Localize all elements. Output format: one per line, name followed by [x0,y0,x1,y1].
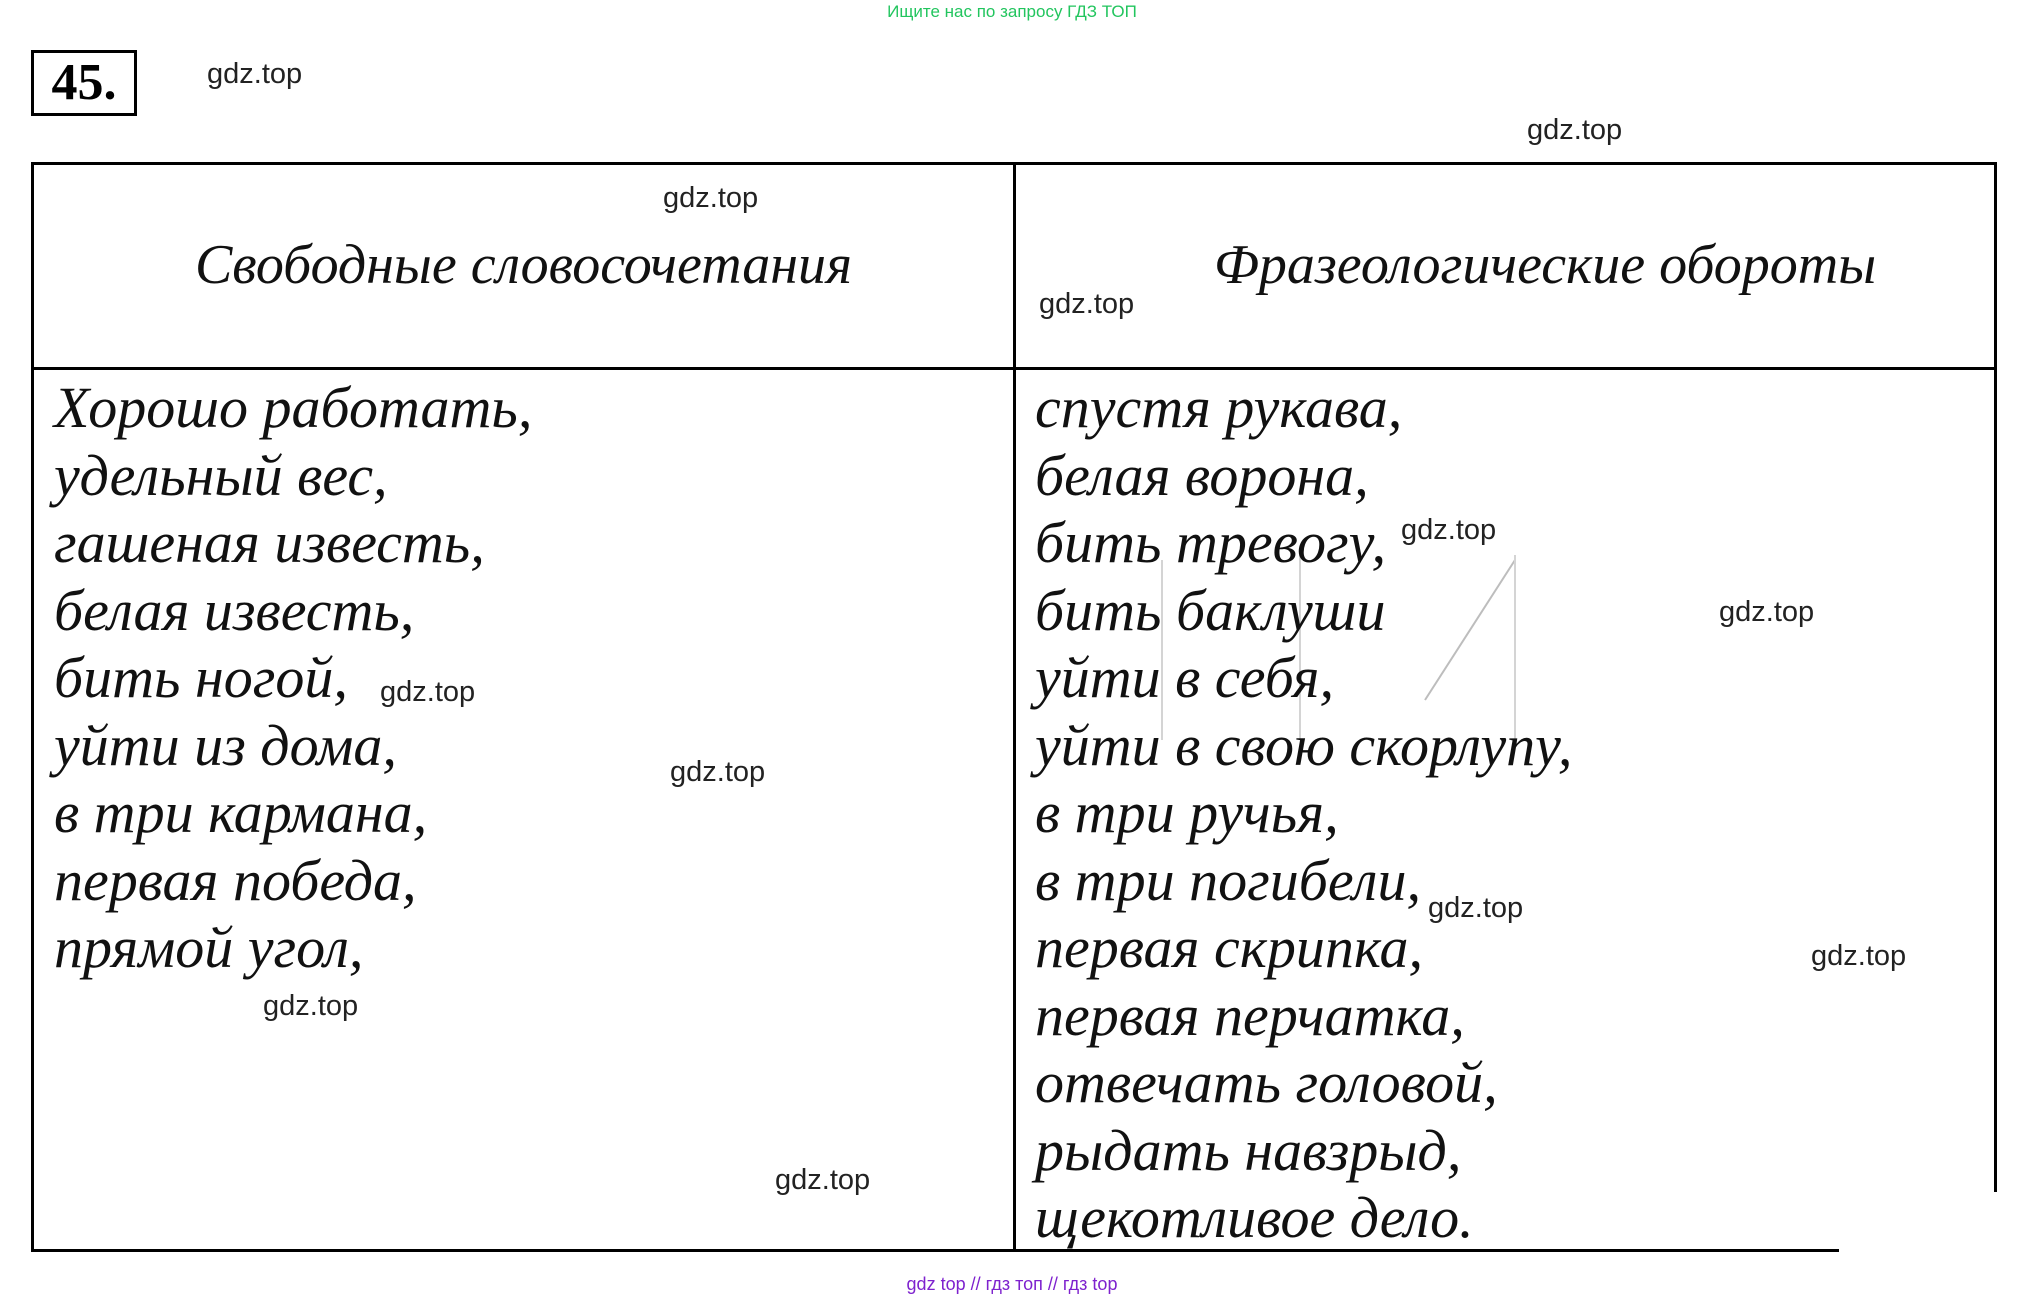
list-item: Хорошо работать, [54,375,533,440]
watermark: gdz.top [1811,940,1907,972]
top-banner: Ищите нас по запросу ГДЗ ТОП [887,2,1137,21]
list-item: белая ворона, [1035,442,1369,508]
list-item: гашеная известь, [54,510,485,575]
left-column-header: Свободные словосочетания [194,234,853,296]
watermark: gdz.top [207,58,303,90]
list-item: уйти в свою скорлупу, [1035,712,1573,778]
right-column-header: Фразеологические обороты [1213,234,1877,296]
watermark: gdz.top [380,676,476,708]
idioms-list [1035,374,1572,1252]
free-phrases-list [54,374,532,982]
list-item: бить баклуши [1035,577,1386,643]
watermark: gdz.top [1428,892,1524,924]
watermark: gdz.top [1039,288,1135,320]
list-item: удельный вес, [54,442,388,508]
watermark: gdz.top [1527,114,1623,146]
list-item: прямой угол, [54,915,364,980]
footer-line: gdz top // гдз топ // гдз top [906,1274,1118,1294]
list-item: спустя рукава, [1035,375,1403,440]
list-item: отвечать головой, [1035,1050,1498,1115]
list-item: первая скрипка, [1035,915,1424,980]
list-item: в три ручья, [1035,780,1339,845]
list-item: уйти в себя, [1035,645,1334,710]
table-right-border [1994,162,1997,1192]
list-item: уйти из дома, [54,712,397,778]
watermark: gdz.top [670,756,766,788]
watermark: gdz.top [1719,596,1815,628]
watermark: gdz.top [775,1164,871,1196]
task-number: 45. [31,50,137,116]
list-item: первая перчатка, [1035,982,1465,1048]
watermark: gdz.top [1401,514,1497,546]
list-item: бить тревогу, [1035,510,1386,575]
watermark: gdz.top [663,182,759,214]
list-item: бить ногой, [54,645,348,710]
list-item: белая известь, [54,577,415,643]
list-item: первая победа, [54,847,417,913]
list-item: в три погибели, [1035,847,1421,913]
list-item: щекотливое дело. [1035,1185,1474,1250]
watermark: gdz.top [263,990,359,1022]
list-item: рыдать навзрыд, [1035,1117,1462,1183]
list-item: в три кармана, [54,780,428,845]
